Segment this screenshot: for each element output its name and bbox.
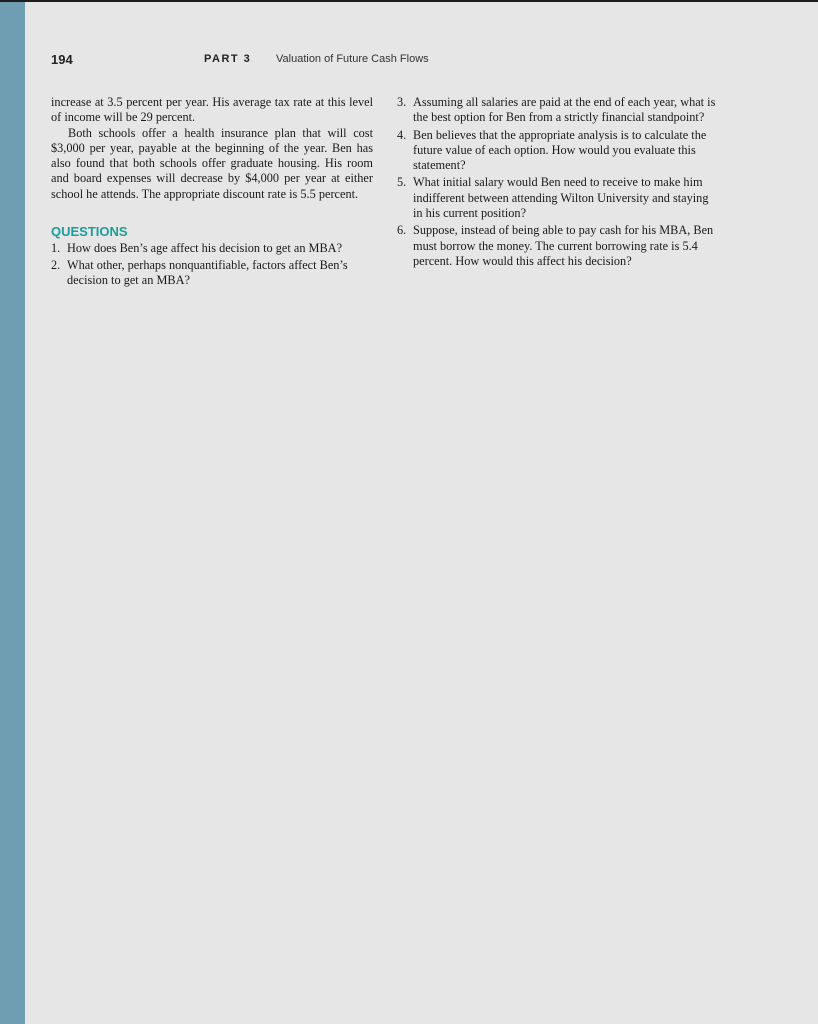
question-item: [397, 95, 719, 126]
chapter-title: Valuation of Future Cash Flows: [276, 53, 429, 65]
top-border: [0, 0, 818, 2]
question-text: What other, perhaps nonquantifiable, factors affect Ben’s decision to get an MBA?: [67, 257, 348, 287]
question-number: 1.: [51, 241, 61, 256]
side-color-band: [0, 2, 25, 1024]
question-number: 4.: [397, 127, 407, 142]
question-item: [51, 258, 373, 289]
body-paragraph: increase at 3.5 percent per year. His average tax rate at this level of income will be 29 percent.: [51, 95, 373, 125]
question-text: Suppose, instead of being able to pay cash for his MBA, Ben must borrow the money. The current borrowing rate is 5.4 percent. How would this affect his decision?: [413, 223, 714, 268]
question-number: 6.: [397, 223, 407, 238]
question-item: [51, 241, 373, 256]
question-text: Ben believes that the appropriate analysis is to calculate the future value of each option. How would you evaluate this statement?: [413, 127, 707, 173]
question-item: [397, 223, 719, 269]
question-number: 5.: [397, 175, 407, 190]
left-column: [51, 95, 373, 289]
question-text: What initial salary would Ben need to receive to make him indifferent between attending Wilton University and staying in his current position?: [413, 175, 709, 221]
question-number: 3.: [397, 95, 407, 109]
question-item: [397, 175, 719, 221]
part-label: PART 3: [204, 53, 252, 65]
question-text: Assuming all salaries are paid at the end of each year, what is the best option for Ben from a strictly financial standpoint?: [413, 95, 716, 125]
question-text: How does Ben’s age affect his decision to get an MBA?: [67, 241, 343, 256]
body-paragraph: Both schools offer a health insurance plan that will cost $3,000 per year, payable at the beginning of the year. Ben has also found that both schools offer graduate housing. His room and board expenses will decrease by $4,000 per year at either school he attends. The appropriate discount rate is 5.5 percent.: [51, 125, 373, 201]
questions-heading: QUESTIONS: [51, 224, 128, 240]
page-number: 194: [51, 52, 73, 67]
question-number: 2.: [51, 257, 61, 272]
right-column: [397, 95, 719, 271]
question-item: [397, 128, 719, 174]
